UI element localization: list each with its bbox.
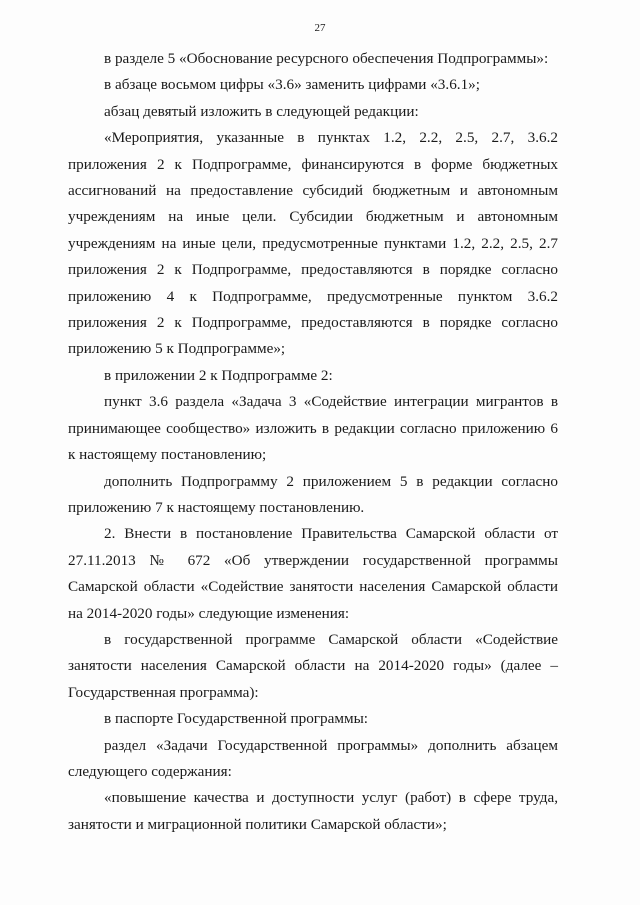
paragraph: абзац девятый изложить в следующей редакции: — [104, 102, 419, 120]
paragraph: «повышение качества и доступности услуг (работ) в сфере труда, занятости и миграционной политики Самарской области»; — [68, 789, 558, 833]
page-number: 27 — [314, 22, 326, 34]
paragraph: «Мероприятия, указанные в пунктах 1.2, 2.2, 2.5, 2.7, 3.6.2 приложения 2 к Подпрограмме, финансируются в форме бюджетных ассигнований на предоставление субсидий бюджетным и автономным учреждениям на иные цели. Субсидии бюджетным и автономным учреждениям на иные цели, предусмотренные пунктами 1.2, 2.2, 2.5, 2.7 приложения 2 к Подпрограмме, предоставляются в порядке согласно приложению 4 к Подпрограмме, предусмотренные пунктом 3.6.2 приложения 2 к Подпрограмме, предоставляются в порядке согласно приложению 5 к Подпрограмме»; — [68, 129, 558, 358]
paragraph: 2. Внести в постановление Правительства Самарской области от 27.11.2013 № 672 «Об утверждении государственной программы Самарской области «Содействие занятости населения Самарской области на 2014-2020 годы» следующие изменения: — [68, 525, 558, 622]
paragraph: в паспорте Государственной программы: — [104, 710, 369, 728]
paragraph: в разделе 5 «Обоснование ресурсного обеспечения Подпрограммы»: — [104, 50, 549, 67]
paragraph: в государственной программе Самарской области «Содействие занятости населения Самарской области на 2014-2020 годы» (далее – Государственная программа): — [68, 630, 558, 701]
document-body — [68, 46, 558, 838]
paragraph: пункт 3.6 раздела «Задача 3 «Содействие интеграции мигрантов в принимающее сообщество» изложить в редакции согласно приложению 6 к настоящему постановлению; — [68, 393, 558, 464]
paragraph: раздел «Задачи Государственной программы» дополнить абзацем следующего содержания: — [68, 736, 558, 780]
paragraph: в абзаце восьмом цифры «3.6» заменить цифрами «3.6.1»; — [104, 76, 480, 94]
paragraph: в приложении 2 к Подпрограмме 2: — [104, 366, 333, 384]
paragraph: дополнить Подпрограмму 2 приложением 5 в редакции согласно приложению 7 к настоящему постановлению. — [68, 472, 558, 516]
